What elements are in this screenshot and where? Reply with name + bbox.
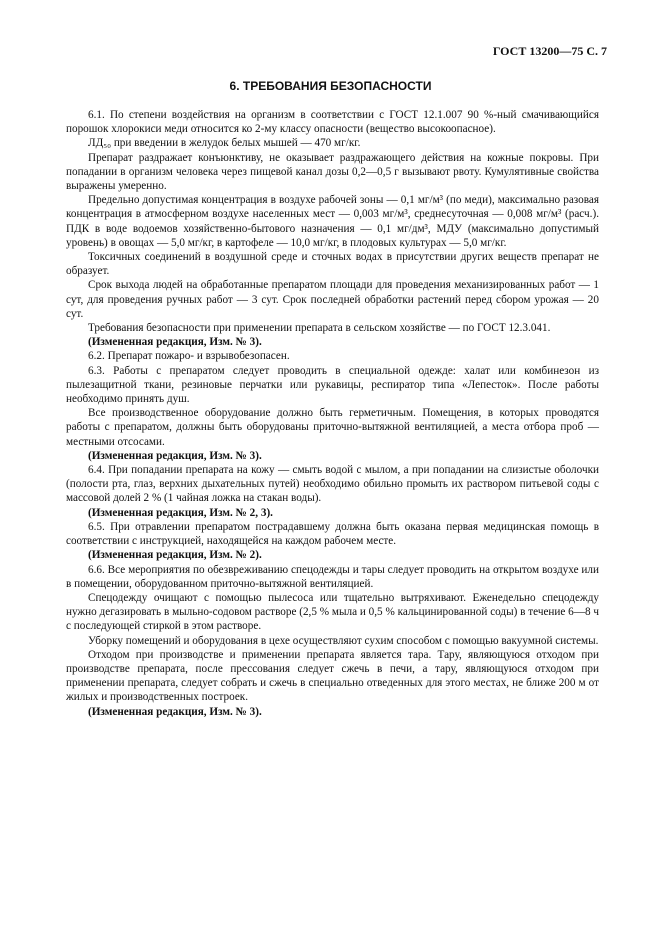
paragraph: Требования безопасности при применении препарата в сельском хозяйстве — по ГОСТ 12.3.041. bbox=[88, 322, 551, 335]
amendment-note: (Измененная редакция, Изм. № 3). bbox=[88, 449, 262, 462]
paragraph: 6.4. При попадании препарата на кожу — смыть водой с мылом, а при попадании на слизистые оболочки (полости рта, глаз, верхних дыхательных путей) необходимо обильно промыть их раствором питьевой соды с массовой долей 2 % (1 чайная ложка на стакан воды). bbox=[66, 464, 599, 505]
paragraph: 6.5. При отравлении препаратом пострадавшему должна быть оказана первая медицинская помощь в соответствии с инструкцией, находящейся на каждом рабочем месте. bbox=[66, 520, 599, 548]
paragraph: 6.2. Препарат пожаро- и взрывобезопасен. bbox=[88, 350, 290, 363]
paragraph: ЛД₅₀ при введении в желудок белых мышей — 470 мг/кг. bbox=[88, 137, 361, 150]
amendment-note: (Измененная редакция, Изм. № 3). bbox=[88, 705, 262, 718]
paragraph: 6.1. По степени воздействия на организм в соответствии с ГОСТ 12.1.007 90 %-ный смачивающийся порошок хлорокиси меди относится ко 2-му классу опасности (вещество высокоопасное). bbox=[66, 109, 599, 136]
page-header: ГОСТ 13200—75 С. 7 bbox=[492, 44, 607, 58]
paragraph: Спецодежду очищают с помощью пылесоса или тщательно вытряхивают. Еженедельно спецодежду нужно дегазировать в мыльно-содовом растворе (2,5 % мыла и 0,5 % кальцинированной соды) в течение 6—8 ч с последующей стиркой в этом растворе. bbox=[66, 591, 599, 633]
amendment-note: (Измененная редакция, Изм. № 3). bbox=[88, 336, 262, 349]
amendment-note: (Измененная редакция, Изм. № 2). bbox=[88, 549, 262, 562]
paragraph: Уборку помещений и оборудования в цехе осуществляют сухим способом с помощью вакуумной системы. bbox=[88, 634, 599, 647]
paragraph: 6.6. Все мероприятия по обезвреживанию спецодежды и тары следует проводить на открытом воздухе или в помещении, оборудованном приточно-вытяжной вентиляцией. bbox=[66, 563, 599, 590]
section-title: 6. ТРЕБОВАНИЯ БЕЗОПАСНОСТИ bbox=[229, 79, 432, 93]
paragraph: Препарат раздражает конъюнктиву, не оказывает раздражающего действия на кожные покровы. При попадании в организм человека через пищевой канал дозы 0,2—0,5 г вызывают рвоту. Кумулятивные свойства выражены умеренно. bbox=[66, 151, 599, 193]
paragraph: Срок выхода людей на обработанные препаратом площади для проведения механизированных работ — 1 сут, для проведения ручных работ — 3 сут. Срок последней обработки растений перед сбором урожая — 20 сут. bbox=[66, 279, 599, 320]
paragraph: 6.3. Работы с препаратом следует проводить в специальной одежде: халат или комбинезон из пылезащитной ткани, резиновые перчатки или рукавицы, респиратор типа «Лепесток». После работы необходимо принять душ. bbox=[66, 364, 599, 406]
paragraph: Предельно допустимая концентрация в воздухе рабочей зоны — 0,1 мг/м³ (по меди), максимально разовая концентрация в атмосферном воздухе населенных мест — 0,003 мг/м³, среднесуточная — 0,008 мг/м³ (расч.). ПДК в воде водоемов хозяйственно-бытового назначения — 0,1 мг/дм³, МДУ (максимально допустимый уровень) в овощах — 5,0 мг/кг, в картофеле — 10,0 мг/кг, в плодовых культурах — 5,0 мг/кг. bbox=[66, 194, 599, 249]
paragraph: Все производственное оборудование должно быть герметичным. Помещения, в которых проводятся работы с препаратом, должны быть оборудованы приточно-вытяжной вентиляцией, а места отбора проб — местными отсосами. bbox=[66, 407, 599, 448]
paragraph: Токсичных соединений в воздушной среде и сточных водах в присутствии других веществ препарат не образует. bbox=[66, 251, 599, 278]
section-body bbox=[66, 108, 599, 719]
amendment-note: (Измененная редакция, Изм. № 2, 3). bbox=[88, 506, 273, 519]
paragraph: Отходом при производстве и применении препарата является тара. Тару, являющуюся отходом при производстве препарата, после прессования следует сжечь в печи, а тару, являющуюся отходом при применении препарата, следует собрать и сжечь в специально отведенных для этого местах, не ближе 200 м от жилых и производственных построек. bbox=[66, 648, 599, 704]
